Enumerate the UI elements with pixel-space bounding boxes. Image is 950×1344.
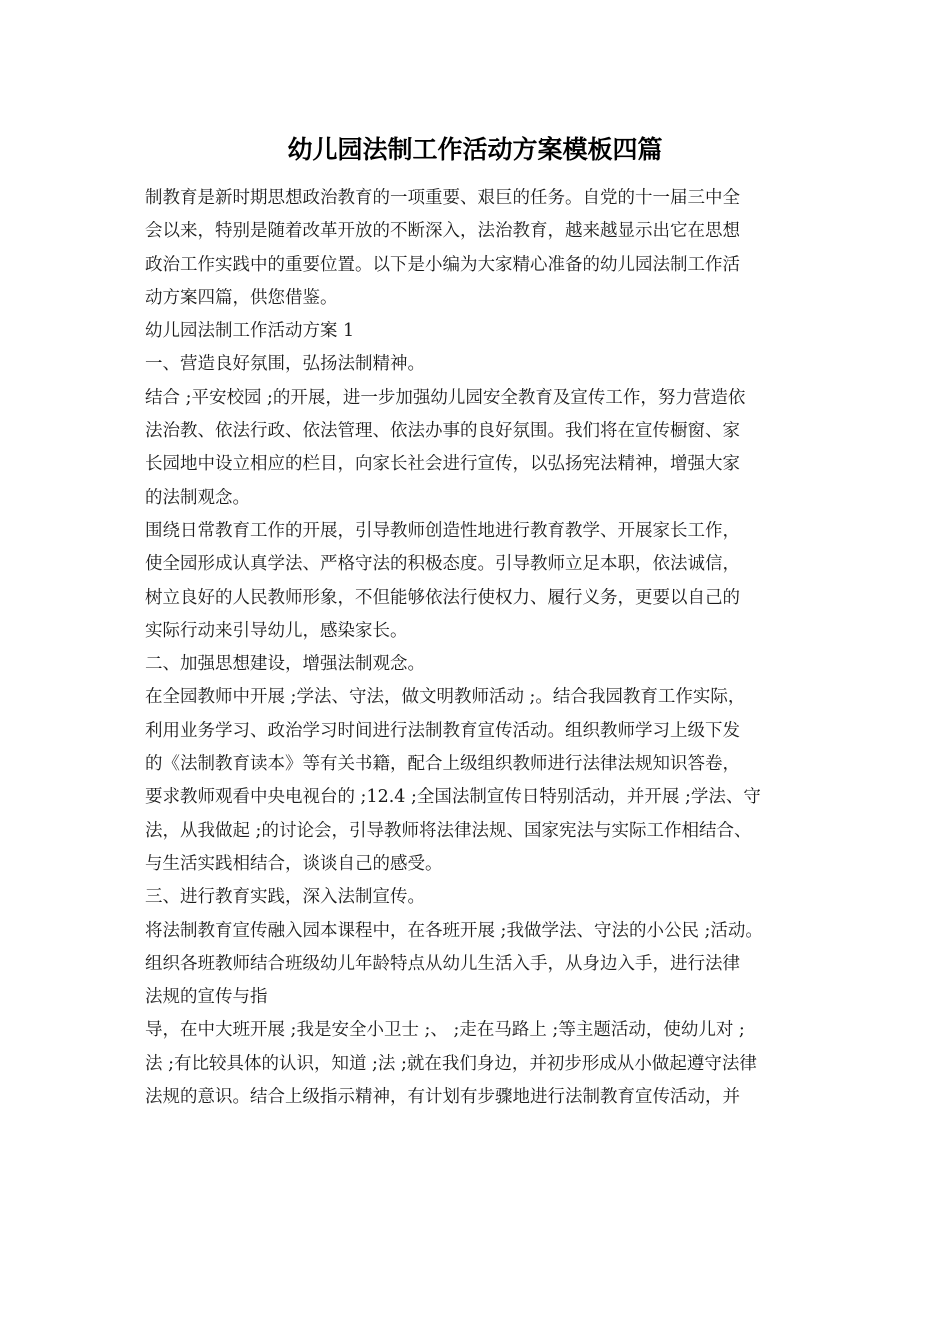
body-line: 制教育是新时期思想政治教育的一项重要、艰巨的任务。自党的十一届三中全 bbox=[145, 188, 740, 208]
body-line: 一、营造良好氛围，弘扬法制精神。 bbox=[145, 354, 425, 375]
document-title: 幼儿园法制工作活动方案模板四篇 bbox=[287, 135, 663, 164]
body-line: 法规的宣传与指 bbox=[145, 987, 268, 1008]
body-line: 法，从我做起 ;的讨论会，引导教师将法律法规、国家宪法与实际工作相结合、 bbox=[145, 820, 752, 841]
body-line: 树立良好的人民教师形象，不但能够依法行使权力、履行义务，更要以自己的 bbox=[145, 587, 740, 608]
body-line: 的《法制教育读本》等有关书籍，配合上级组织教师进行法律法规知识答卷， bbox=[145, 754, 740, 775]
body-line: 与生活实践相结合，谈谈自己的感受。 bbox=[145, 853, 443, 874]
body-line: 动方案四篇，供您借鉴。 bbox=[145, 287, 338, 308]
body-line: 导，在中大班开展 ;我是安全小卫士 ;、 ;走在马路上 ;等主题活动，使幼儿对 ; bbox=[145, 1020, 745, 1041]
document-body bbox=[145, 182, 815, 1114]
body-line: 结合 ;平安校园 ;的开展，进一步加强幼儿园安全教育及宣传工作，努力营造依 bbox=[145, 387, 746, 408]
body-line: 要求教师观看中央电视台的 ;12.4 ;全国法制宣传日特别活动，并开展 ;学法、守 bbox=[145, 787, 761, 808]
body-line: 法 ;有比较具体的认识，知道 ;法 ;就在我们身边，并初步形成从小做起遵守法律 bbox=[145, 1053, 757, 1074]
body-line: 的法制观念。 bbox=[145, 487, 250, 508]
body-line: 围绕日常教育工作的开展，引导教师创造性地进行教育教学、开展家长工作， bbox=[145, 520, 740, 541]
body-line: 会以来，特别是随着改革开放的不断深入，法治教育，越来越显示出它在思想 bbox=[145, 221, 740, 242]
body-line: 政治工作实践中的重要位置。以下是小编为大家精心准备的幼儿园法制工作活 bbox=[145, 254, 740, 275]
body-line: 实际行动来引导幼儿，感染家长。 bbox=[145, 620, 408, 641]
body-line: 法治教、依法行政、依法管理、依法办事的良好氛围。我们将在宣传橱窗、家 bbox=[145, 421, 740, 442]
body-line: 法规的意识。结合上级指示精神，有计划有步骤地进行法制教育宣传活动，并 bbox=[145, 1087, 740, 1108]
body-line: 在全园教师中开展 ;学法、守法，做文明教师活动 ;。结合我园教育工作实际， bbox=[145, 687, 746, 708]
body-line: 幼儿园法制工作活动方案 1 bbox=[145, 321, 355, 342]
body-line: 长园地中设立相应的栏目，向家长社会进行宣传，以弘扬宪法精神，增强大家 bbox=[145, 454, 740, 475]
body-line: 使全园形成认真学法、严格守法的积极态度。引导教师立足本职，依法诚信， bbox=[145, 554, 740, 575]
body-line: 二、加强思想建设，增强法制观念。 bbox=[145, 654, 425, 675]
body-line: 组织各班教师结合班级幼儿年龄特点从幼儿生活入手，从身边入手，进行法律 bbox=[145, 953, 740, 974]
body-line: 将法制教育宣传融入园本课程中，在各班开展 ;我做学法、守法的小公民 ;活动。 bbox=[145, 920, 763, 941]
body-line: 利用业务学习、政治学习时间进行法制教育宣传活动。组织教师学习上级下发 bbox=[145, 720, 740, 741]
body-line: 三、进行教育实践，深入法制宣传。 bbox=[145, 887, 425, 908]
